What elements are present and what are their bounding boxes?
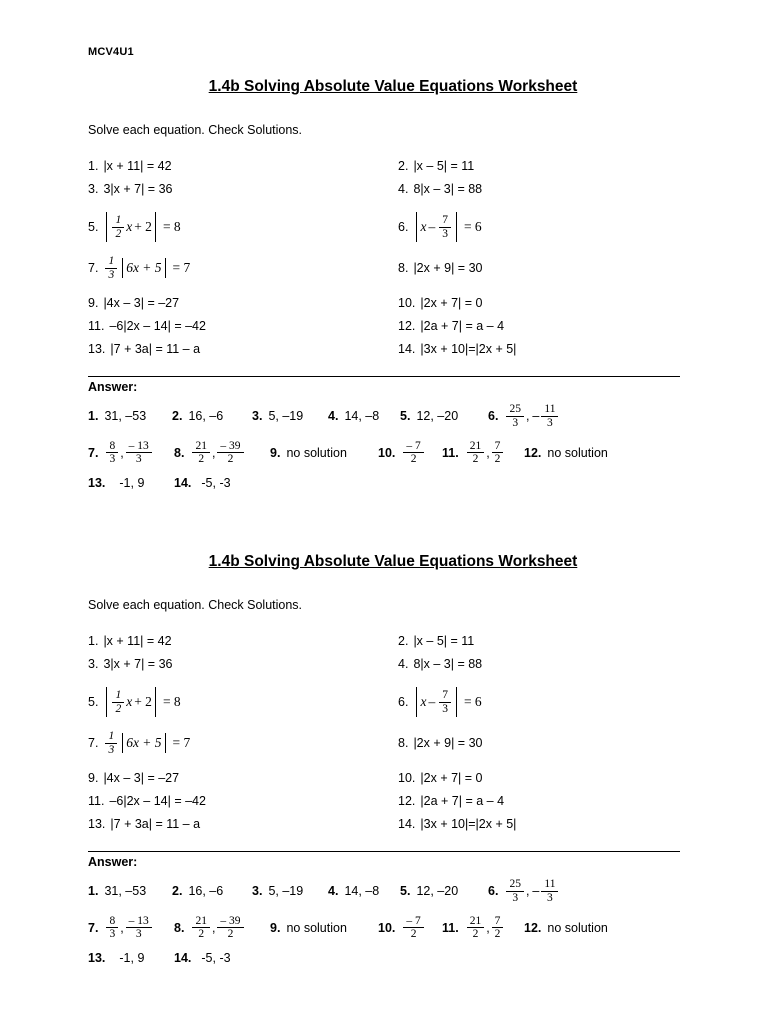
answer-label: Answer:	[88, 854, 138, 869]
problem-row	[88, 730, 680, 757]
problem-9: 9. |4x – 3| = –27	[88, 295, 180, 310]
fraction: $\frac{11}{3}$	[541, 878, 558, 905]
answer-6: 6. $\frac{25}{3}$ , – $\frac{11}{3}$	[488, 878, 560, 905]
problem-row	[88, 769, 680, 787]
answer-13: 13. -1, 9	[88, 951, 145, 966]
answer-11: 11. $\frac{21}{2}$ , $\frac{7}{2}$	[442, 915, 524, 942]
problem-3: 3. 3|x + 7| = 36	[88, 657, 173, 671]
problem-13: 13. |7 + 3a| = 11 – a	[88, 341, 201, 356]
answer-2: 2. 16, –6	[172, 409, 224, 424]
instructions: Solve each equation. Check Solutions.	[88, 598, 303, 612]
problem-row	[88, 317, 680, 335]
problem-2: 2. |x – 5| = 11	[398, 159, 475, 173]
course-code: MCV4U1	[88, 46, 134, 58]
problem-11: 11. –6|2x – 14| = –42	[88, 793, 206, 808]
problem-14: 14. |3x + 10|=|2x + 5|	[398, 341, 517, 356]
fraction: $\frac{- 39}{2}$	[217, 915, 243, 942]
fraction: $\frac{1}{3}$	[105, 255, 117, 282]
fraction: $\frac{8}{3}$	[106, 440, 118, 467]
problem-row	[88, 211, 680, 243]
fraction: $\frac{8}{3}$	[106, 915, 118, 942]
answer-7: 7. $\frac{8}{3}$ , $\frac{- 13}{3}$	[88, 915, 174, 942]
fraction: $\frac{- 13}{3}$	[126, 915, 152, 942]
problem-list	[88, 632, 680, 833]
absolute-value-bars: $\frac{1}{2}$ x + 2	[103, 211, 159, 243]
answer-6: 6. $\frac{25}{3}$ , – $\frac{11}{3}$	[488, 403, 560, 430]
fraction: $\frac{7}{3}$	[439, 689, 451, 716]
answer-row-1	[88, 403, 680, 430]
answer-row-1	[88, 878, 680, 905]
instructions: Solve each equation. Check Solutions.	[88, 123, 303, 137]
problem-2: 2. |x – 5| = 11	[398, 634, 475, 648]
problem-10: 10. |2x + 7| = 0	[398, 770, 483, 785]
answer-14: 14. -5, -3	[174, 951, 231, 966]
absolute-value-bars: $\frac{1}{2}$ x + 2	[103, 686, 159, 718]
fraction: $\frac{25}{3}$	[506, 878, 524, 905]
problem-row	[88, 792, 680, 810]
fraction: $\frac{1}{2}$	[112, 689, 124, 716]
answer-1: 1. 31, –53	[88, 884, 147, 899]
worksheet-copy-2	[88, 553, 680, 965]
answer-10: 10. $\frac{- 7}{2}$	[378, 440, 442, 467]
problem-5: 5. $\frac{1}{2}$ x + 2 = 8	[88, 686, 398, 718]
fraction: $\frac{7}{2}$	[492, 440, 504, 467]
problem-row	[88, 157, 680, 175]
problem-row	[88, 686, 680, 718]
answer-3: 3. 5, –19	[252, 409, 304, 424]
absolute-value-bars: x – $\frac{7}{3}$	[413, 211, 460, 243]
answer-10: 10. $\frac{- 7}{2}$	[378, 915, 442, 942]
fraction: $\frac{7}{3}$	[439, 214, 451, 241]
page-title: 1.4b Solving Absolute Value Equations Worksheet	[208, 78, 578, 95]
fraction: $\frac{21}{2}$	[192, 440, 210, 467]
problem-7: 7. $\frac{1}{3}$ 6x + 5 = 7	[88, 255, 191, 281]
problem-list	[88, 157, 680, 358]
fraction: $\frac{21}{2}$	[467, 440, 485, 467]
fraction: $\frac{21}{2}$	[467, 915, 485, 942]
problem-4: 4. 8|x – 3| = 88	[398, 182, 483, 196]
fraction: $\frac{7}{2}$	[492, 915, 504, 942]
fraction: $\frac{11}{3}$	[541, 403, 558, 430]
problem-6: 6. x – $\frac{7}{3}$ = 6	[398, 211, 678, 243]
problem-11: 11. –6|2x – 14| = –42	[88, 318, 206, 333]
answer-row-3	[88, 476, 680, 490]
problem-3: 3. 3|x + 7| = 36	[88, 182, 173, 196]
problem-7: 7. $\frac{1}{3}$ 6x + 5 = 7	[88, 730, 191, 756]
problem-10: 10. |2x + 7| = 0	[398, 295, 483, 310]
problem-12: 12. |2a + 7| = a – 4	[398, 793, 505, 808]
answer-row-2	[88, 440, 680, 467]
problem-8: 8. |2x + 9| = 30	[398, 736, 483, 751]
answer-7: 7. $\frac{8}{3}$ , $\frac{- 13}{3}$	[88, 440, 174, 467]
answer-4: 4. 14, –8	[328, 409, 380, 424]
answer-1: 1. 31, –53	[88, 409, 147, 424]
answer-8: 8. $\frac{21}{2}$ , $\frac{- 39}{2}$	[174, 915, 270, 942]
answer-14: 14. -5, -3	[174, 476, 231, 491]
answer-12: 12. no solution	[524, 445, 608, 460]
answer-8: 8. $\frac{21}{2}$ , $\frac{- 39}{2}$	[174, 440, 270, 467]
answer-13: 13. -1, 9	[88, 476, 145, 491]
absolute-value-bars: x – $\frac{7}{3}$	[413, 686, 460, 718]
problem-5: 5. $\frac{1}{2}$ x + 2 = 8	[88, 211, 398, 243]
fraction: $\frac{- 13}{3}$	[126, 440, 152, 467]
problem-9: 9. |4x – 3| = –27	[88, 770, 180, 785]
answer-2: 2. 16, –6	[172, 884, 224, 899]
problem-6: 6. x – $\frac{7}{3}$ = 6	[398, 686, 678, 718]
fraction: $\frac{- 7}{2}$	[403, 440, 423, 467]
answer-5: 5. 12, –20	[400, 884, 459, 899]
answer-9: 9. no solution	[270, 920, 347, 935]
answer-row-2	[88, 915, 680, 942]
fraction: $\frac{1}{2}$	[112, 214, 124, 241]
answer-12: 12. no solution	[524, 920, 608, 935]
answer-11: 11. $\frac{21}{2}$ , $\frac{7}{2}$	[442, 440, 524, 467]
answer-3: 3. 5, –19	[252, 884, 304, 899]
divider	[88, 376, 680, 377]
problem-row	[88, 815, 680, 833]
problem-1: 1. |x + 11| = 42	[88, 634, 172, 648]
answer-row-3	[88, 951, 680, 965]
fraction: $\frac{25}{3}$	[506, 403, 524, 430]
page-title: 1.4b Solving Absolute Value Equations Worksheet	[208, 553, 578, 570]
problem-row	[88, 340, 680, 358]
problem-1: 1. |x + 11| = 42	[88, 159, 172, 173]
answer-4: 4. 14, –8	[328, 884, 380, 899]
fraction: $\frac{21}{2}$	[192, 915, 210, 942]
problem-row	[88, 180, 680, 198]
problem-row	[88, 632, 680, 650]
fraction: $\frac{- 39}{2}$	[217, 440, 243, 467]
problem-12: 12. |2a + 7| = a – 4	[398, 318, 505, 333]
answer-label: Answer:	[88, 379, 138, 394]
problem-row	[88, 255, 680, 282]
problem-row	[88, 655, 680, 673]
fraction: $\frac{1}{3}$	[105, 730, 117, 757]
divider	[88, 851, 680, 852]
absolute-value-bars: 6x + 5	[119, 257, 168, 279]
worksheet-copy-1	[88, 78, 680, 490]
problem-14: 14. |3x + 10|=|2x + 5|	[398, 816, 517, 831]
answer-5: 5. 12, –20	[400, 409, 459, 424]
absolute-value-bars: 6x + 5	[119, 732, 168, 754]
problem-4: 4. 8|x – 3| = 88	[398, 657, 483, 671]
problem-8: 8. |2x + 9| = 30	[398, 261, 483, 276]
fraction: $\frac{- 7}{2}$	[403, 915, 423, 942]
answer-9: 9. no solution	[270, 445, 347, 460]
problem-row	[88, 294, 680, 312]
problem-13: 13. |7 + 3a| = 11 – a	[88, 816, 201, 831]
